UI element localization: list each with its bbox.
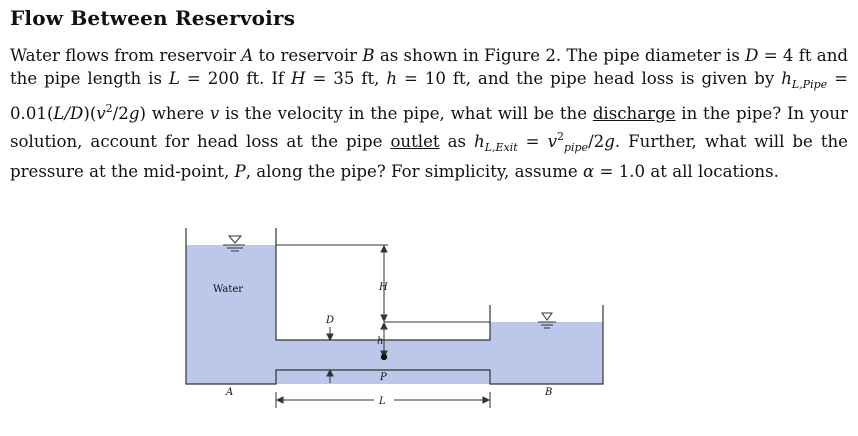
text: = 0.01( xyxy=(10,69,849,123)
text: = 10 ft, and the pipe head loss is given by xyxy=(397,69,782,89)
text: as xyxy=(439,132,474,152)
text: = 200 ft. If xyxy=(179,69,292,89)
underlined-term: discharge xyxy=(592,103,676,123)
text: to reservoir xyxy=(253,46,363,65)
label-A: A xyxy=(226,387,234,398)
text: = 1.0 at all locations. xyxy=(594,161,779,181)
math-var: A xyxy=(241,46,254,65)
math-subscript: L,Pipe xyxy=(791,78,828,92)
text: as shown in Figure 2. The pipe diameter is xyxy=(374,46,746,65)
math-var: L xyxy=(168,69,180,89)
text: /2 xyxy=(588,132,605,152)
label-D: D xyxy=(326,315,335,326)
text: . Further, what will be the pressure at the mid-point, xyxy=(10,132,848,181)
text: in the pipe? In your solution, account for head loss at the pipe xyxy=(10,103,848,152)
math-var: L/D xyxy=(53,103,84,123)
label-h: h xyxy=(377,336,384,347)
math-superscript: 2 xyxy=(556,130,564,144)
math-var: D xyxy=(745,46,759,65)
label-water: Water xyxy=(213,284,244,295)
math-var: v xyxy=(209,103,220,123)
math-var: B xyxy=(362,46,375,65)
math-var: h xyxy=(386,69,398,89)
text: Water flows from reservoir xyxy=(10,46,242,65)
text: = 35 ft, xyxy=(305,69,387,89)
math-superscript: 2 xyxy=(105,101,113,115)
text: )( xyxy=(83,103,97,123)
math-var: g xyxy=(128,103,140,123)
text: = xyxy=(517,132,548,152)
text: is the velocity in the pipe, what will be the xyxy=(219,103,593,123)
text: ) where xyxy=(139,103,210,123)
text: /2 xyxy=(112,103,129,123)
math-var: g xyxy=(604,132,615,152)
text: = 4 ft and the pipe length is xyxy=(10,46,849,89)
label-P: P xyxy=(380,372,387,383)
text: , along the pipe? For simplicity, assume xyxy=(245,161,584,181)
math-var: H xyxy=(291,69,306,89)
underlined-term: outlet xyxy=(390,132,440,152)
label-B: B xyxy=(545,387,553,398)
math-var: v xyxy=(547,132,557,152)
water-body xyxy=(186,245,603,384)
math-subscript: L,Exit xyxy=(484,141,518,155)
math-var: α xyxy=(583,161,595,181)
math-subscript: pipe xyxy=(563,141,589,155)
section-title: Flow Between Reservoirs xyxy=(10,6,296,30)
label-L: L xyxy=(379,396,386,407)
math-var: v xyxy=(96,103,106,123)
math-var: h xyxy=(781,69,792,89)
math-var: P xyxy=(234,161,246,181)
math-var: h xyxy=(474,132,485,152)
label-H: H xyxy=(379,282,388,293)
point-P xyxy=(381,354,387,360)
